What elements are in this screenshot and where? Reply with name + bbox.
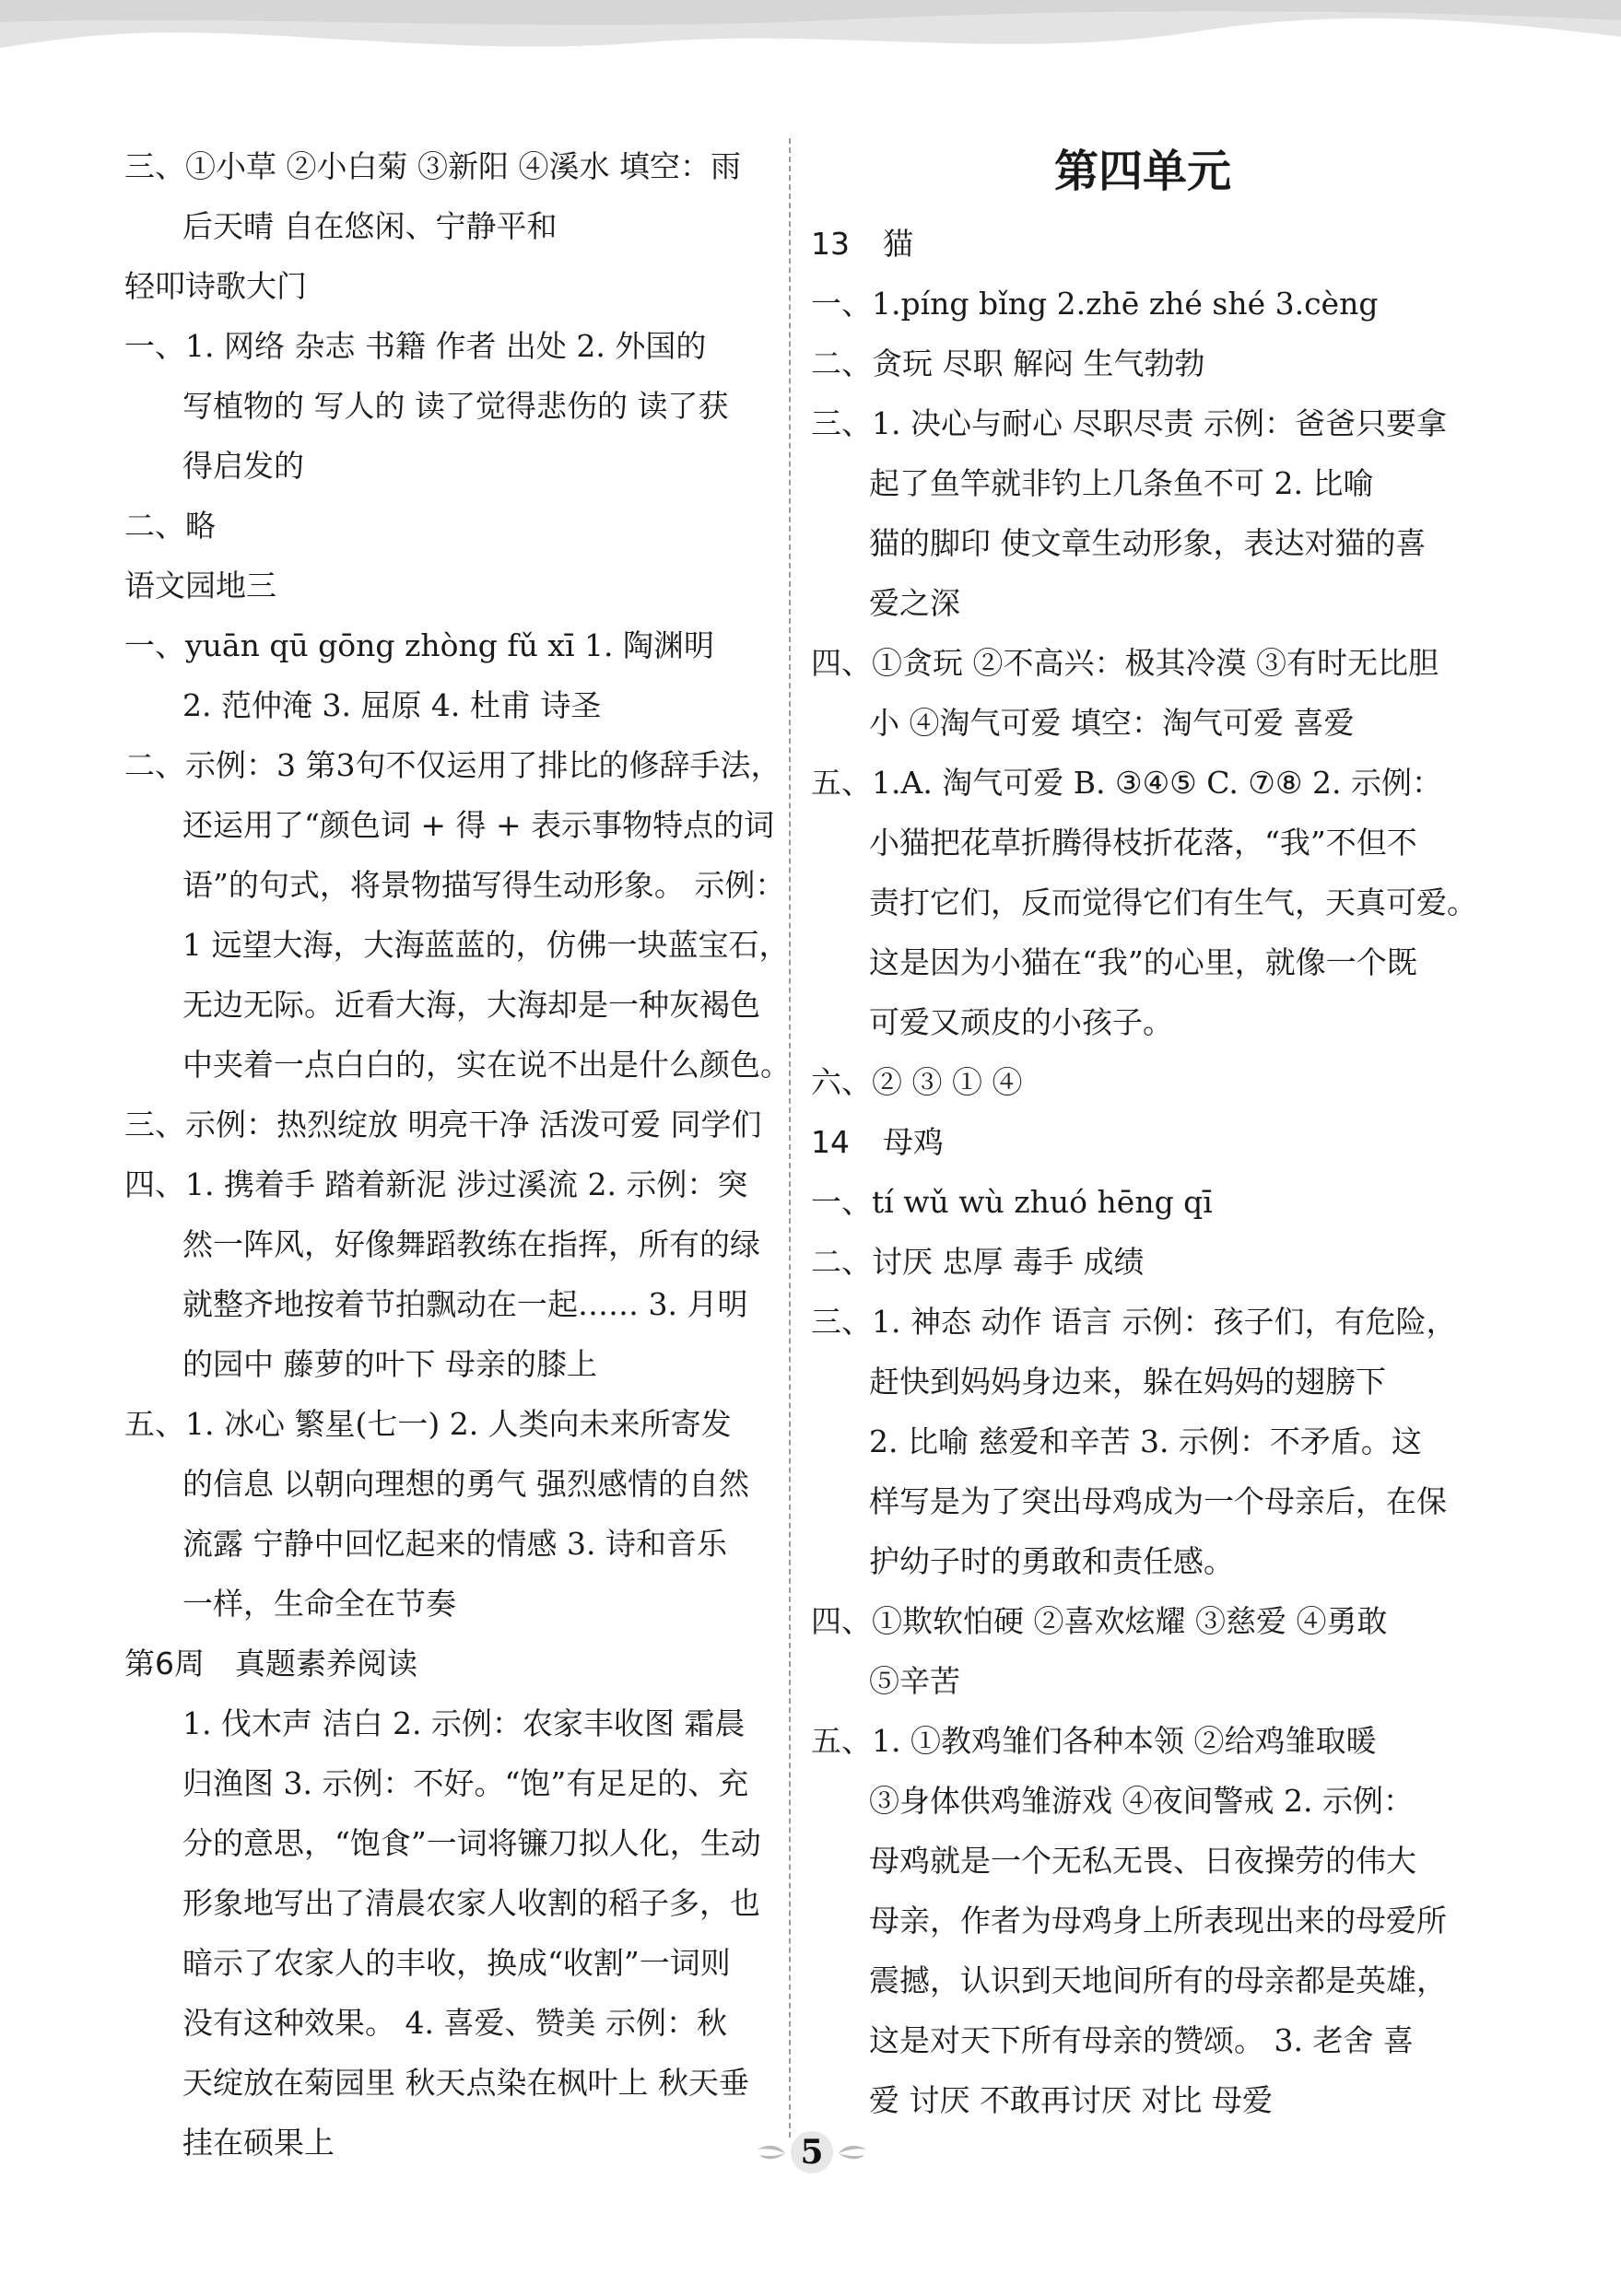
page-number [756,2124,866,2183]
page-number-text: 5 [791,2131,833,2173]
lesson-number: 13 [811,226,850,262]
answer-continuation: 赶快到妈妈身边来，躲在妈妈的翅膀下 [869,1364,1386,1400]
lesson-title: 猫 [883,226,913,262]
answer-continuation: 震撼，认识到天地间所有的母亲都是英雄， [869,1962,1447,1998]
answer-item: 四、①贪玩 ②不高兴：极其冷漠 ③有时无比胆 [811,645,1439,681]
section-heading: 语文园地三 [124,568,276,603]
answer-continuation: 护幼子时的勇敢和责任感。 [869,1543,1234,1579]
answer-item: 一、1.píng bǐng 2.zhē zhé shé 3.cèng [811,286,1379,322]
answer-continuation: 猫的脚印 使文章生动形象，表达对猫的喜 [869,525,1427,561]
answer-item: 四、1. 携着手 踏着新泥 涉过溪流 2. 示例：突 [124,1166,748,1202]
answer-continuation: 语”的句式，将景物描写得生动形象。 示例： [182,867,786,903]
answer-item: 三、①小草 ②小白菊 ③新阳 ④溪水 填空：雨 [124,148,741,184]
section-heading: 轻叩诗歌大门 [124,268,307,304]
unit-title: 第四单元 [1053,146,1231,197]
answer-continuation: ③身体供鸡雏游戏 ④夜间警戒 2. 示例： [869,1783,1414,1819]
answer-item: 二、略 [124,508,216,544]
answer-item: 二、示例：3 第3句不仅运用了排比的修辞手法， [124,747,781,783]
answer-continuation: 可爱又顽皮的小孩子。 [869,1004,1173,1040]
leaf-right-icon [837,2142,868,2162]
answer-continuation: 1. 伐木声 洁白 2. 示例：农家丰收图 霜晨 [182,1705,746,1741]
answer-continuation: 然一阵风，好像舞蹈教练在指挥，所有的绿 [182,1226,760,1262]
answer-continuation: 写植物的 写人的 读了觉得悲伤的 读了获 [182,388,729,424]
answer-continuation: ⑤辛苦 [869,1663,960,1699]
answer-item: 三、1. 神态 动作 语言 示例：孩子们，有危险， [811,1304,1457,1340]
answer-continuation: 分的意思，“饱食”一词将镰刀拟人化，生动 [182,1825,761,1861]
answer-continuation: 1 远望大海，大海蓝蓝的，仿佛一块蓝宝石， [182,927,790,963]
lesson-title: 母鸡 [883,1124,944,1160]
answer-continuation: 后天晴 自在悠闲、宁静平和 [182,208,558,244]
answer-continuation: 责打它们，反而觉得它们有生气，天真可爱。 [869,884,1477,920]
answer-continuation: 就整齐地按着节拍飘动在一起…… 3. 月明 [182,1286,748,1322]
answer-continuation: 爱之深 [869,585,960,621]
answer-continuation: 这是对天下所有母亲的赞颂。 3. 老舍 喜 [869,2022,1414,2058]
answer-continuation: 2. 比喻 慈爱和辛苦 3. 示例：不矛盾。这 [869,1423,1422,1459]
answer-item: 四、①欺软怕硬 ②喜欢炫耀 ③慈爱 ④勇敢 [811,1603,1388,1639]
answer-item: 三、1. 决心与耐心 尽职尽责 示例：爸爸只要拿 [811,405,1447,441]
answer-continuation: 母鸡就是一个无私无畏、日夜操劳的伟大 [869,1843,1416,1879]
answer-continuation: 2. 范仲淹 3. 屈原 4. 杜甫 诗圣 [182,687,602,723]
answer-continuation: 归渔图 3. 示例：不好。“饱”有足足的、充 [182,1765,749,1801]
answer-continuation: 挂在硕果上 [182,2125,335,2161]
lesson-heading [811,1112,1474,1172]
header-decoration [0,0,1621,101]
answer-item: 五、1. ①教鸡雏们各种本领 ②给鸡雏取暖 [811,1723,1377,1759]
answer-continuation: 样写是为了突出母鸡成为一个母亲后，在保 [869,1483,1447,1519]
answer-continuation: 无边无际。近看大海，大海却是一种灰褐色 [182,987,760,1023]
answer-item: 二、贪玩 尽职 解闷 生气勃勃 [811,346,1205,381]
answer-item: 二、讨厌 忠厚 毒手 成绩 [811,1244,1145,1280]
answer-continuation: 天绽放在菊园里 秋天点染在枫叶上 秋天垂 [182,2065,749,2101]
answer-continuation: 小 ④淘气可爱 填空：淘气可爱 喜爱 [869,705,1355,741]
answer-continuation: 的信息 以朝向理想的勇气 强烈感情的自然 [182,1466,749,1502]
answer-continuation: 流露 宁静中回忆起来的情感 3. 诗和音乐 [182,1526,727,1562]
leaf-left-icon [756,2142,787,2162]
left-column [124,136,791,2173]
answer-item: 一、tí wǔ wù zhuó hēng qī [811,1184,1213,1220]
answer-continuation: 形象地写出了清晨农家人收割的稻子多，也 [182,1885,760,1921]
answer-item: 一、yuān qū gōng zhòng fǔ xī 1. 陶渊明 [124,627,715,663]
answer-continuation: 中夹着一点白白的，实在说不出是什么颜色。 [182,1047,791,1083]
answer-continuation: 暗示了农家人的丰收，换成“收割”一词则 [182,1945,731,1981]
answer-item: 六、② ③ ① ④ [811,1064,1023,1100]
answer-item: 五、1. 冰心 繁星(七一) 2. 人类向未来所寄发 [124,1406,732,1442]
answer-continuation: 一样，生命全在节奏 [182,1586,456,1622]
answer-item: 五、1.A. 淘气可爱 B. ③④⑤ C. ⑦⑧ 2. 示例： [811,765,1442,801]
lesson-number: 14 [811,1124,850,1160]
lesson-heading [811,214,1474,274]
answer-continuation: 没有这种效果。 4. 喜爱、赞美 示例：秋 [182,2005,727,2041]
right-column [811,136,1477,2130]
answer-continuation: 爱 讨厌 不敢再讨厌 对比 母爱 [869,2082,1273,2118]
answer-continuation: 小猫把花草折腾得枝折花落，“我”不但不 [869,825,1417,861]
answer-continuation: 的园中 藤萝的叶下 母亲的膝上 [182,1346,597,1382]
answer-continuation: 母亲，作者为母鸡身上所表现出来的母爱所 [869,1903,1447,1939]
answer-item: 一、1. 网络 杂志 书籍 作者 出处 2. 外国的 [124,328,707,364]
answer-item: 三、示例：热烈绽放 明亮干净 活泼可爱 同学们 [124,1107,762,1142]
answer-continuation: 还运用了“颜色词 + 得 + 表示事物特点的词 [182,807,775,843]
column-divider [789,138,791,2138]
answer-continuation: 起了鱼竿就非钓上几条鱼不可 2. 比喻 [869,465,1374,501]
answer-continuation: 得启发的 [182,448,304,484]
right-lines [811,214,1477,2130]
answer-continuation: 这是因为小猫在“我”的心里，就像一个既 [869,944,1417,980]
section-heading: 第6周 真题素养阅读 [124,1646,417,1681]
